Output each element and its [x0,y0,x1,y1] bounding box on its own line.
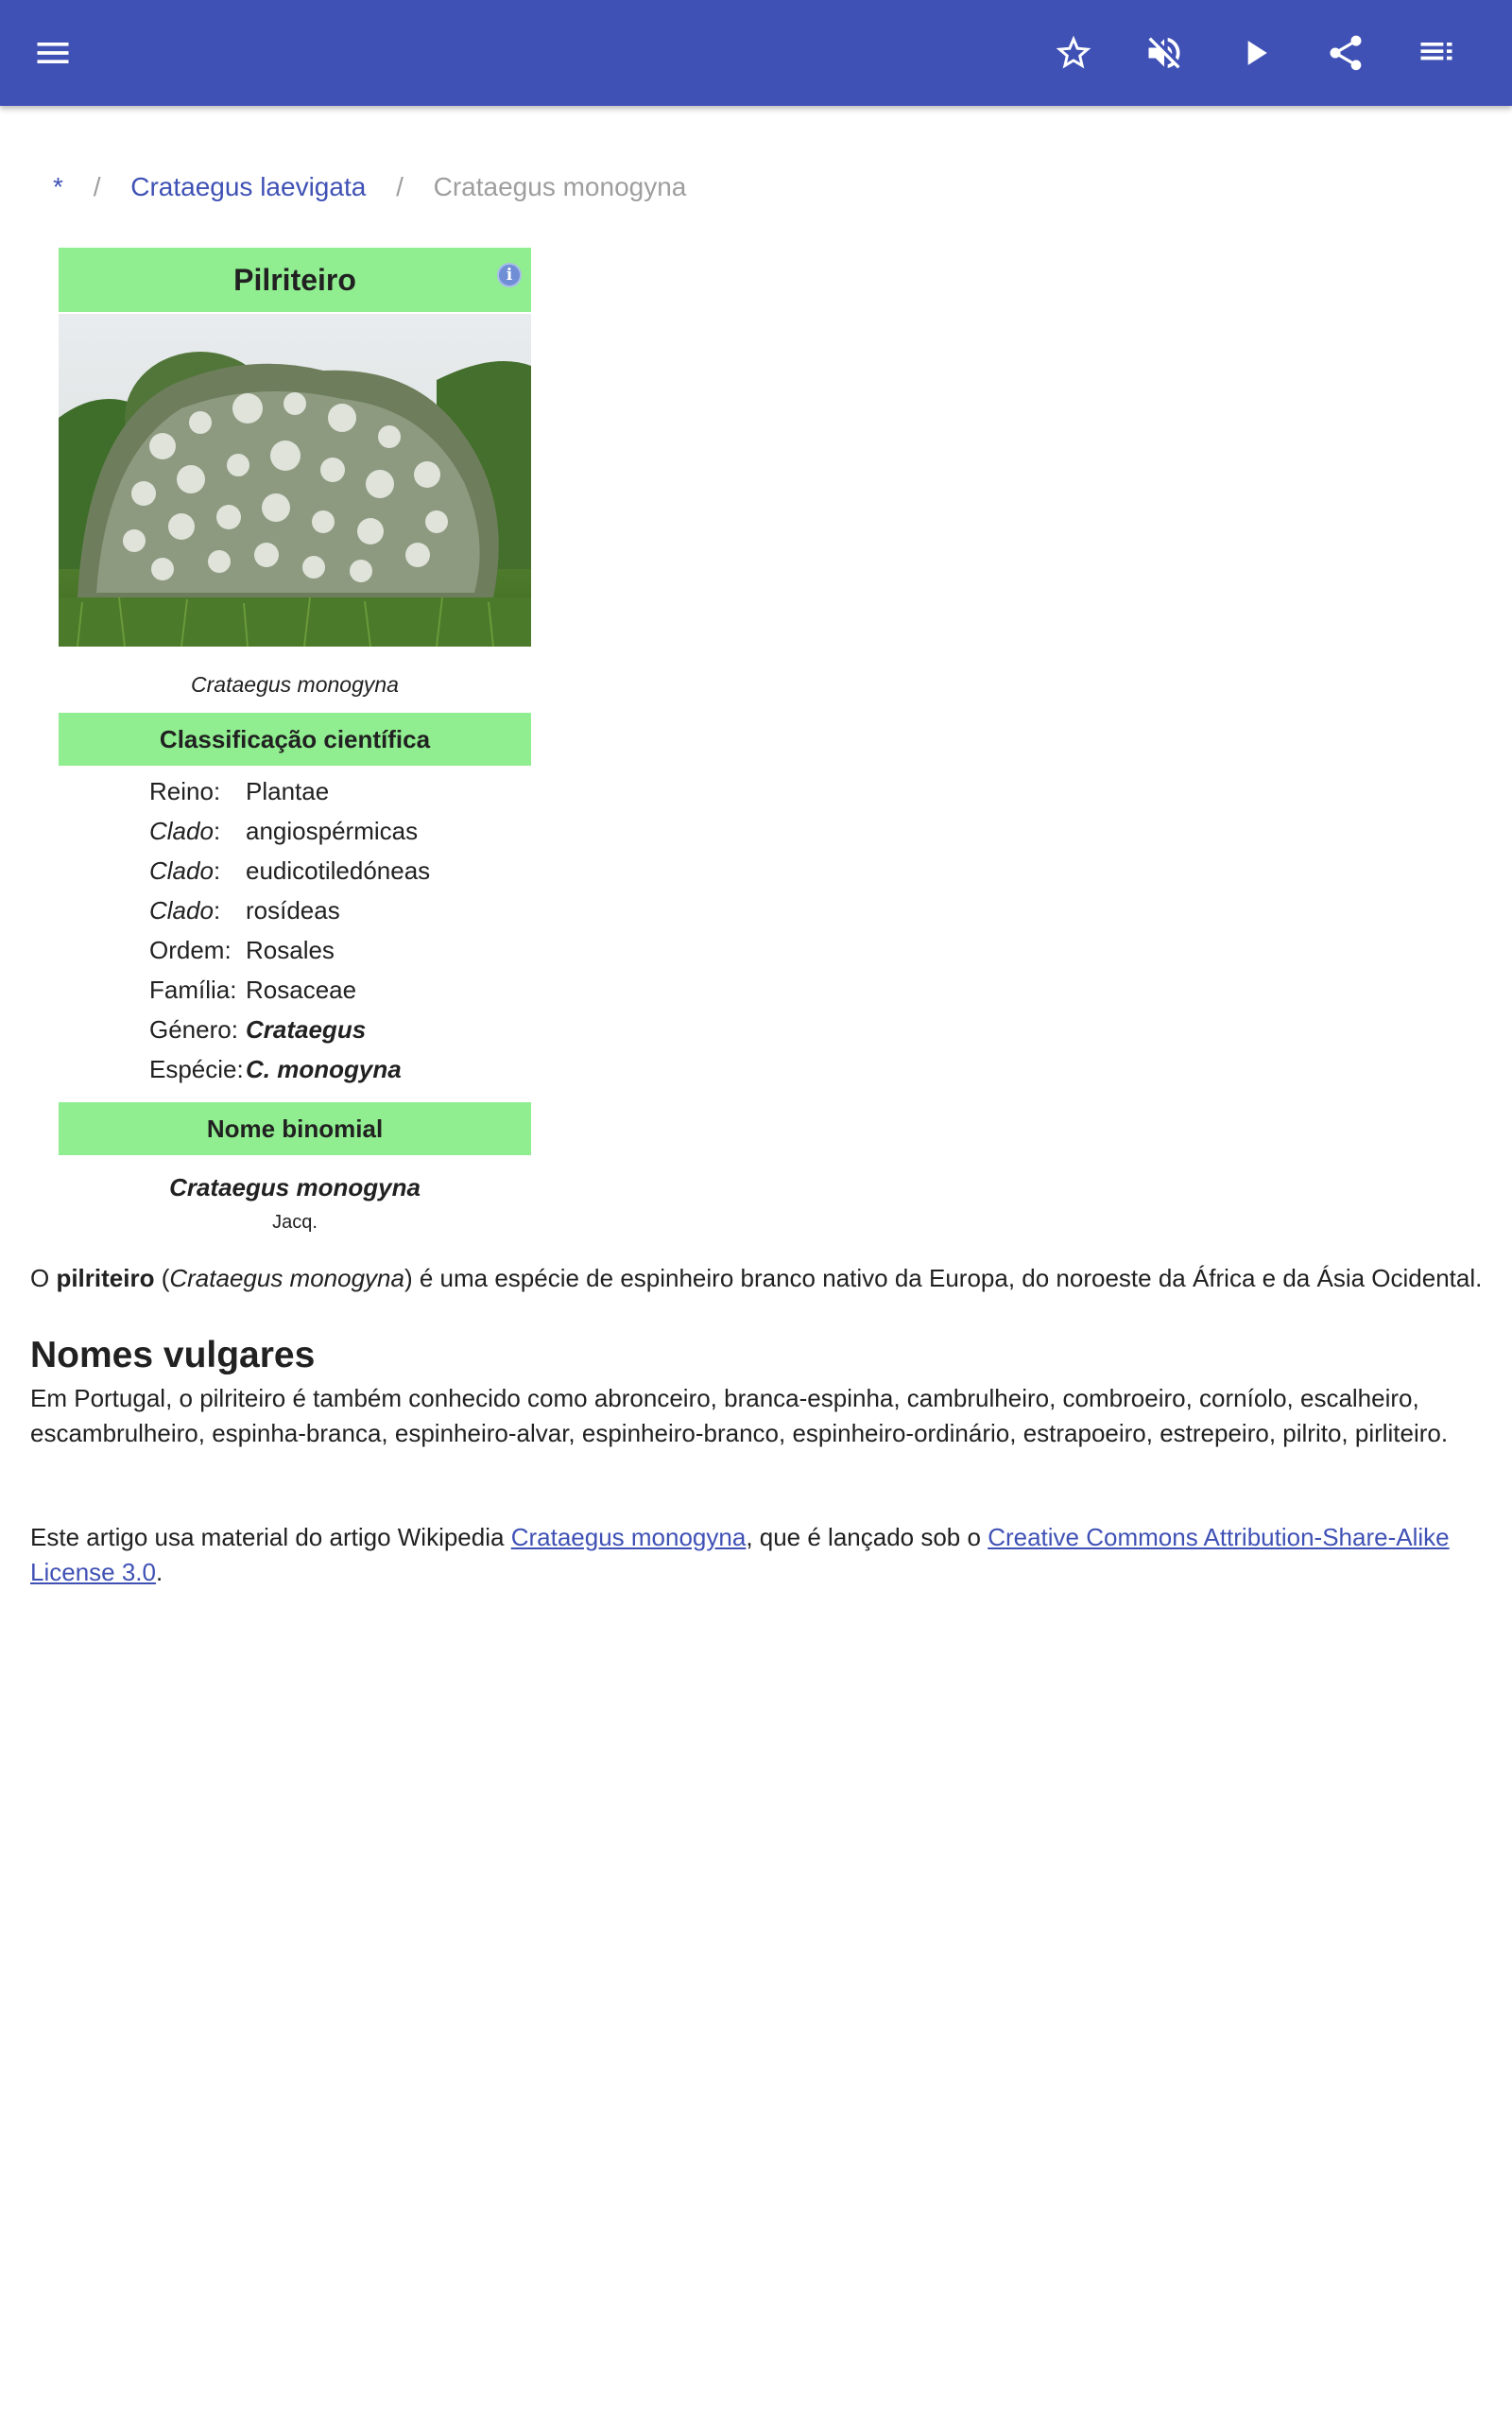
playlist-icon [1416,32,1457,74]
taxonomy-row [149,970,531,1010]
breadcrumb-separator: / [93,172,101,201]
section-heading: Nomes vulgares [30,1335,316,1375]
share-button[interactable] [1312,19,1380,87]
taxonomy-row [149,771,531,811]
taxobox-title-text: Pilriteiro [233,262,356,297]
taxonomy-row [149,851,531,890]
license-link[interactable]: Creative Commons Attribution-Share-Alike License 3.0 [30,1523,1450,1586]
info-icon[interactable]: i [497,263,522,287]
taxonomy-rank-label: Ordem [149,935,225,964]
taxonomy-value: Crataegus [246,1014,367,1044]
taxonomy-row [149,1049,531,1089]
intro-text: ( [154,1264,170,1292]
intro-italic-name: Crataegus monogyna [169,1264,404,1292]
attribution-text: . [155,1558,163,1586]
volume-off-icon [1143,32,1185,74]
taxonomy-rank-label: Família [149,975,231,1004]
taxonomy-rank: Ordem: [149,935,232,964]
breadcrumb-root-link[interactable]: * [53,172,63,201]
taxonomy-value: eudicotiledóneas [246,856,431,885]
taxonomy-row [149,930,531,970]
taxonomy-rank-label: Clado [149,816,214,845]
taxonomy-value: angiospérmicas [246,816,419,845]
taxonomy-value: Rosaceae [246,975,357,1004]
star-outline-icon [1053,32,1094,74]
taxobox-title [59,248,531,312]
taxonomy-row [149,1010,531,1049]
taxonomy-rank: Género: [149,1014,238,1044]
taxobox [59,248,531,1235]
taxonomy-rank-label: Género [149,1014,232,1044]
binomial-authority: Jacq. [272,1212,318,1233]
attribution-paragraph [30,1520,1486,1590]
taxonomy-value: Rosales [246,935,335,964]
hawthorn-photo[interactable] [59,314,531,647]
breadcrumb [53,168,686,206]
contents-button[interactable] [1402,19,1470,87]
share-icon [1325,32,1366,74]
binomial-header: Nome binomial [59,1102,531,1155]
breadcrumb-parent-link[interactable]: Crataegus laevigata [130,172,367,201]
image-caption: Crataegus monogyna [191,672,399,697]
intro-bold-name: pilriteiro [56,1264,155,1292]
menu-button[interactable] [19,19,87,87]
taxonomy-rank: Clado: [149,816,221,845]
favorite-button[interactable] [1040,19,1108,87]
intro-text: O [30,1264,57,1292]
taxonomy-value: rosídeas [246,895,340,925]
taxonomy-rank-label: Espécie [149,1054,237,1083]
attribution-text: , que é lançado sob o [746,1523,988,1551]
mute-button[interactable] [1130,19,1198,87]
common-names-paragraph: Em Portugal, o pilriteiro é também conhecido como abronceiro, branca-espinha, cambrulheiro, combroeiro, corníolo, escalheiro, escambrulheiro, espinha-branca, espinheiro-alvar, espinheiro-branco, espinheiro-ordinário, estrapoeiro, estrepeiro, pilrito, pirliteiro. [30,1384,1449,1447]
taxonomy-rank: Espécie: [149,1054,244,1083]
breadcrumb-separator: / [396,172,404,201]
play-button[interactable] [1221,19,1289,87]
play-icon [1234,32,1276,74]
breadcrumb-current: Crataegus monogyna [433,172,687,201]
taxonomy-rank: Clado: [149,895,221,925]
taxonomy-row [149,811,531,851]
binomial-name: Crataegus monogyna [169,1173,421,1201]
attribution-text: Este artigo usa material do artigo Wikipedia [30,1523,511,1551]
taxonomy-rank: Família: [149,975,237,1004]
taxonomy-rank: Reino: [149,776,221,805]
taxonomy-rank-label: Reino [149,776,214,805]
intro-paragraph [30,1261,1486,1296]
menu-icon [32,32,74,74]
taxonomy-row [149,890,531,930]
app-bar [0,0,1512,106]
wikipedia-article-link[interactable]: Crataegus monogyna [510,1523,747,1551]
taxonomy-rank-label: Clado [149,856,214,885]
taxonomy-rank-label: Clado [149,895,214,925]
taxonomy-value: C. monogyna [246,1054,402,1083]
taxonomy-rank: Clado: [149,856,221,885]
classification-header: Classificação científica [59,713,531,766]
taxonomy-table [149,771,531,1089]
taxonomy-value: Plantae [246,776,330,805]
intro-text: ) é uma espécie de espinheiro branco nativo da Europa, do noroeste da África e da Ásia Ocidental. [404,1264,1483,1292]
